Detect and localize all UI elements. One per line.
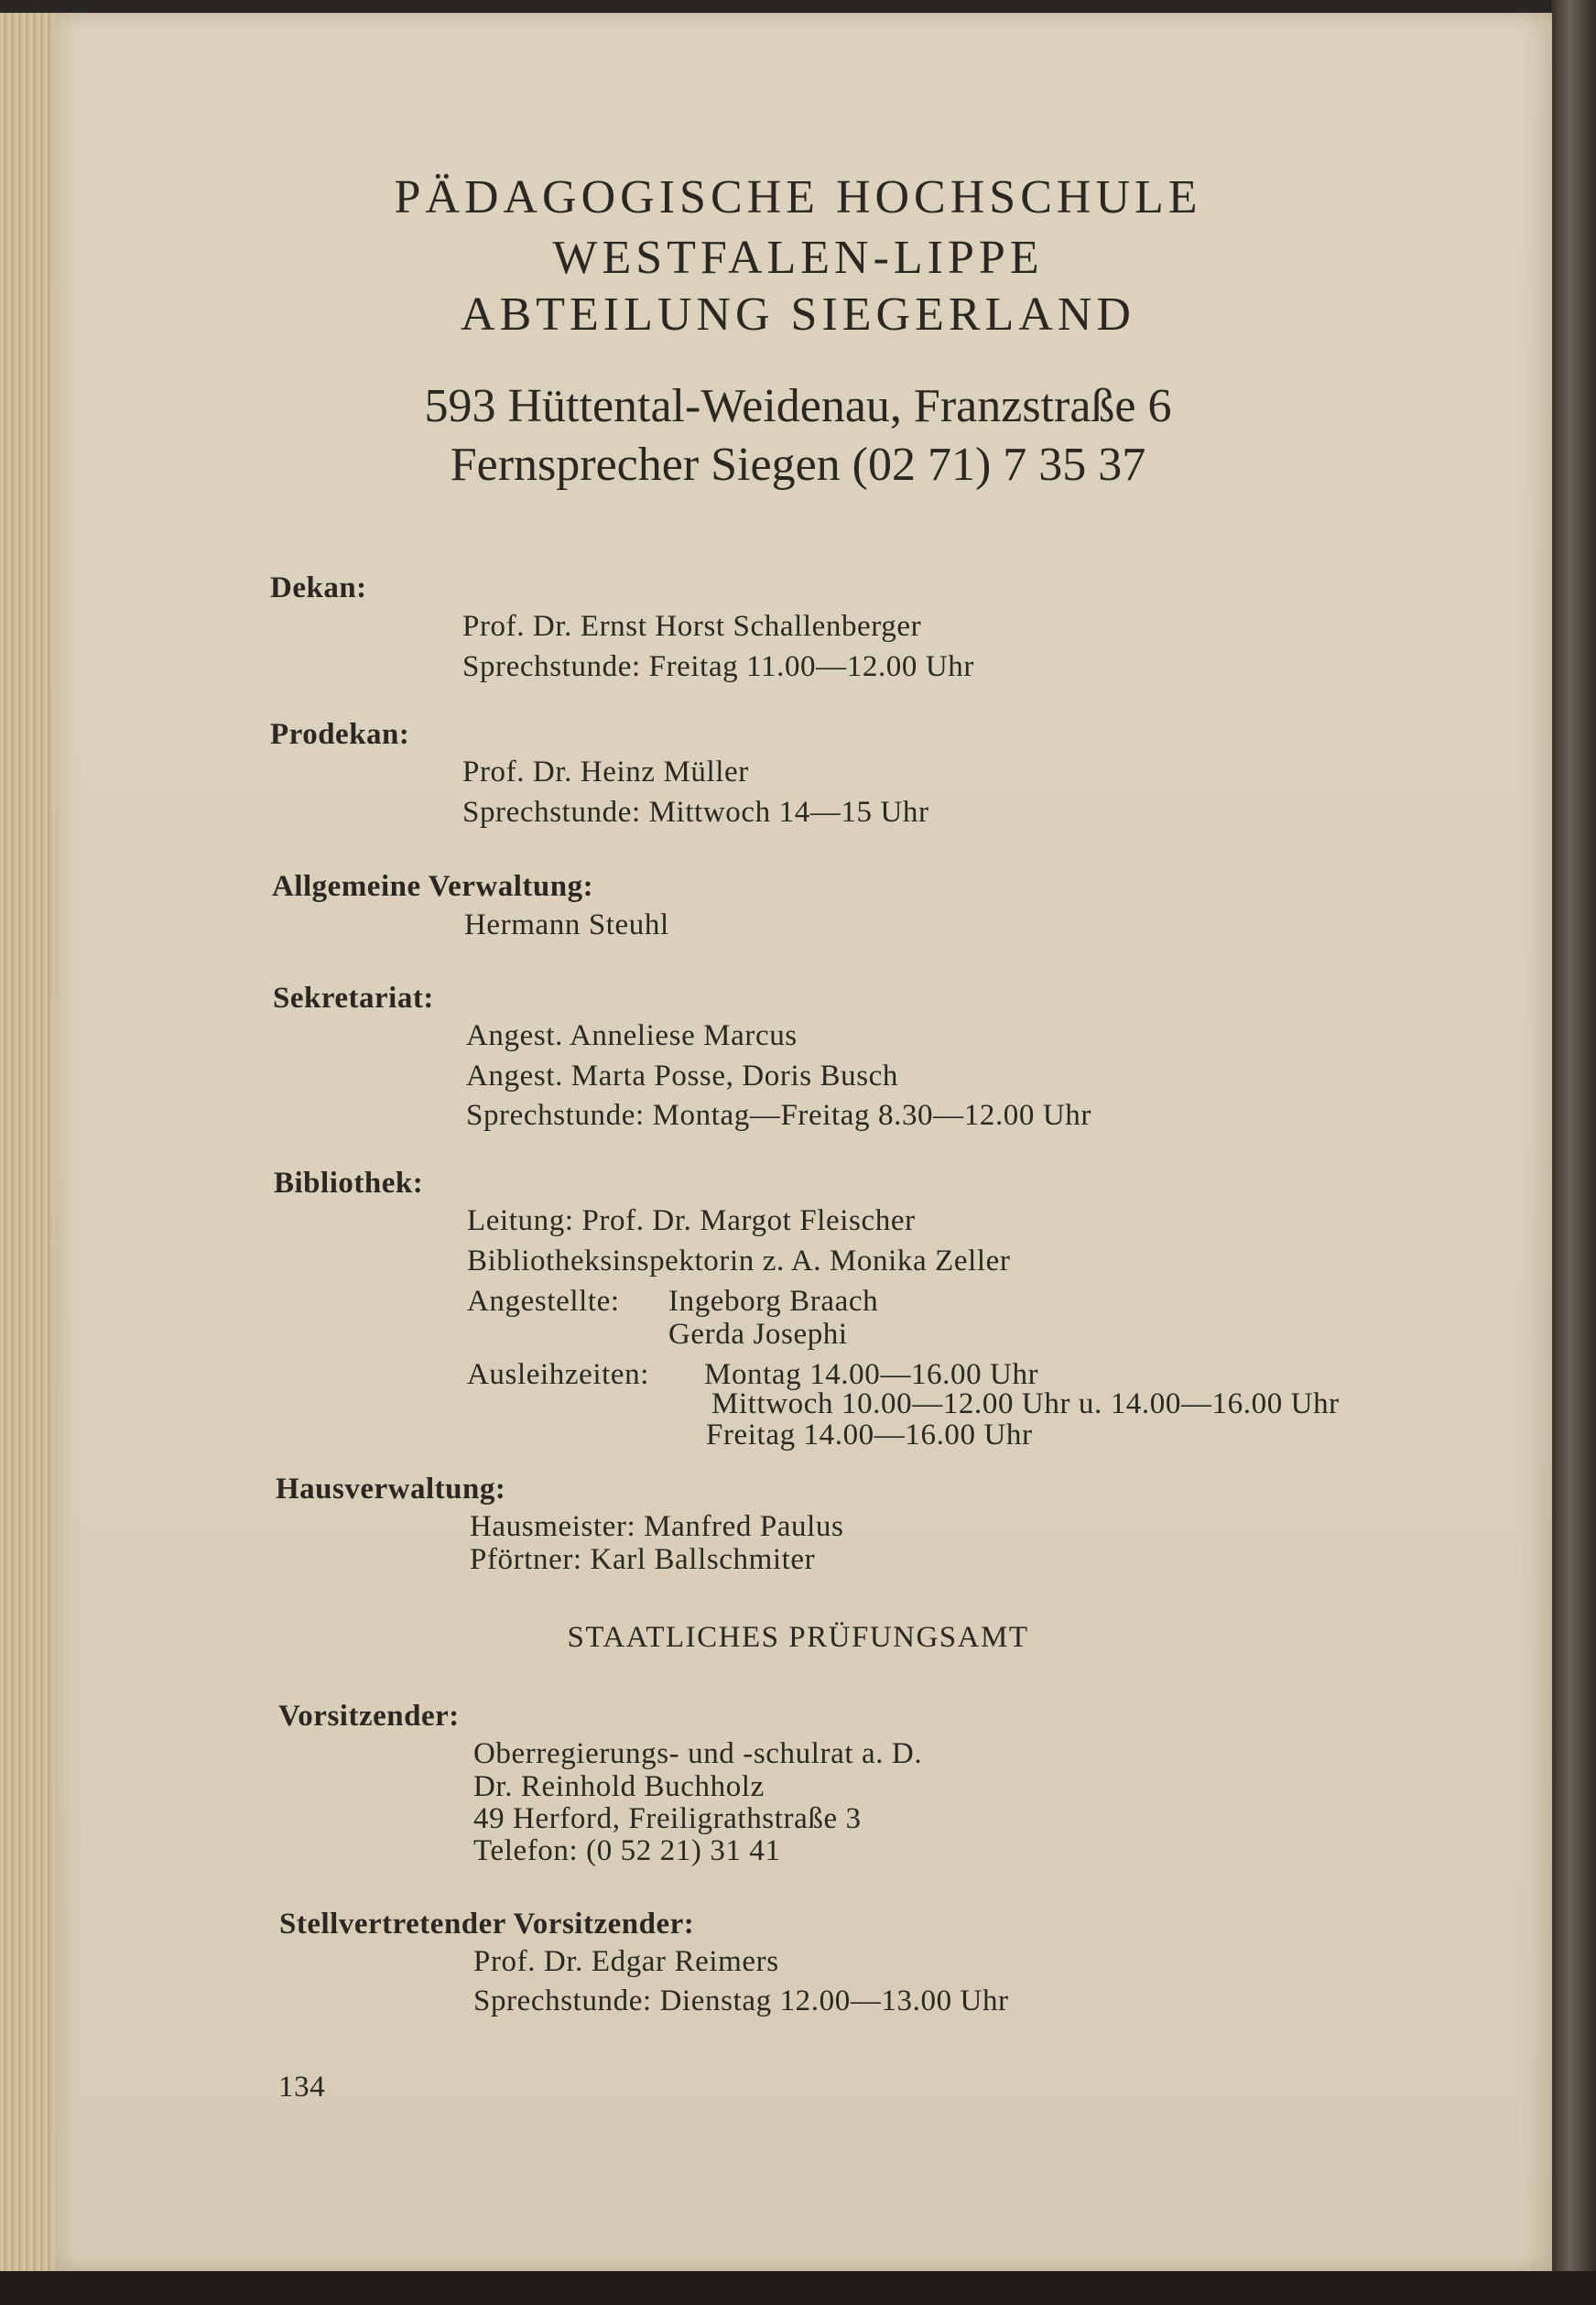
- stellvertreter-label: Stellvertretender Vorsitzender:: [279, 1908, 695, 1941]
- sekretariat-line: Angest. Marta Posse, Doris Busch: [466, 1060, 898, 1093]
- verwaltung-name: Hermann Steuhl: [464, 908, 669, 941]
- vorsitzender-line: Telefon: (0 52 21) 31 41: [473, 1834, 781, 1867]
- vorsitzender-line: Dr. Reinhold Buchholz: [473, 1770, 765, 1803]
- hausverwaltung-line: Pförtner: Karl Ballschmiter: [470, 1543, 816, 1576]
- hausverwaltung-line: Hausmeister: Manfred Paulus: [470, 1510, 844, 1543]
- vorsitzender-line: 49 Herford, Freiligrathstraße 3: [473, 1802, 862, 1835]
- angestellte-label: Angestellte:: [467, 1285, 620, 1318]
- dekan-hours: Sprechstunde: Freitag 11.00—12.00 Uhr: [462, 650, 974, 683]
- bibliothek-label: Bibliothek:: [274, 1167, 424, 1200]
- stellvertreter-line: Prof. Dr. Edgar Reimers: [473, 1945, 779, 1978]
- address: 593 Hüttental-Weidenau, Franzstraße 6: [424, 380, 1172, 432]
- ausleih-entry: Mittwoch 10.00—12.00 Uhr u. 14.00—16.00 Uhr: [711, 1387, 1340, 1420]
- hausverwaltung-label: Hausverwaltung:: [276, 1473, 506, 1506]
- ausleih-label: Ausleihzeiten:: [467, 1358, 650, 1391]
- prodekan-hours: Sprechstunde: Mittwoch 14—15 Uhr: [462, 796, 929, 829]
- sekretariat-label: Sekretariat:: [273, 982, 434, 1015]
- ausleih-entry: Freitag 14.00—16.00 Uhr: [706, 1419, 1033, 1451]
- prodekan-name: Prof. Dr. Heinz Müller: [462, 756, 749, 788]
- vorsitzender-label: Vorsitzender:: [278, 1700, 460, 1733]
- dekan-label: Dekan:: [270, 571, 367, 604]
- pruefungsamt-title: STAATLICHES PRÜFUNGSAMT: [567, 1621, 1029, 1654]
- stellvertreter-line: Sprechstunde: Dienstag 12.00—13.00 Uhr: [473, 1984, 1009, 2017]
- book-gutter: [1552, 0, 1596, 2305]
- sekretariat-line: Angest. Anneliese Marcus: [466, 1019, 798, 1052]
- bottom-edge: [0, 2271, 1596, 2305]
- angestellte-entry: Ingeborg Braach: [668, 1285, 879, 1318]
- prodekan-label: Prodekan:: [270, 718, 410, 751]
- bibliothek-leitung: Leitung: Prof. Dr. Margot Fleischer: [467, 1204, 916, 1237]
- institution-subtitle: WESTFALEN-LIPPE: [552, 232, 1044, 284]
- angestellte-entry: Gerda Josephi: [668, 1318, 848, 1351]
- dekan-name: Prof. Dr. Ernst Horst Schallenberger: [462, 610, 922, 643]
- ausleih-entry: Montag 14.00—16.00 Uhr: [704, 1358, 1039, 1391]
- sekretariat-line: Sprechstunde: Montag—Freitag 8.30—12.00 Uhr: [466, 1099, 1091, 1132]
- verwaltung-label: Allgemeine Verwaltung:: [272, 870, 594, 903]
- bibliothek-inspektorin: Bibliotheksinspektorin z. A. Monika Zeller: [467, 1245, 1011, 1278]
- vorsitzender-line: Oberregierungs- und -schulrat a. D.: [473, 1737, 923, 1770]
- page-number: 134: [278, 2071, 326, 2104]
- department-title: ABTEILUNG SIEGERLAND: [461, 288, 1135, 341]
- phone: Fernsprecher Siegen (02 71) 7 35 37: [450, 439, 1146, 491]
- institution-title: PÄDAGOGISCHE HOCHSCHULE: [394, 171, 1202, 223]
